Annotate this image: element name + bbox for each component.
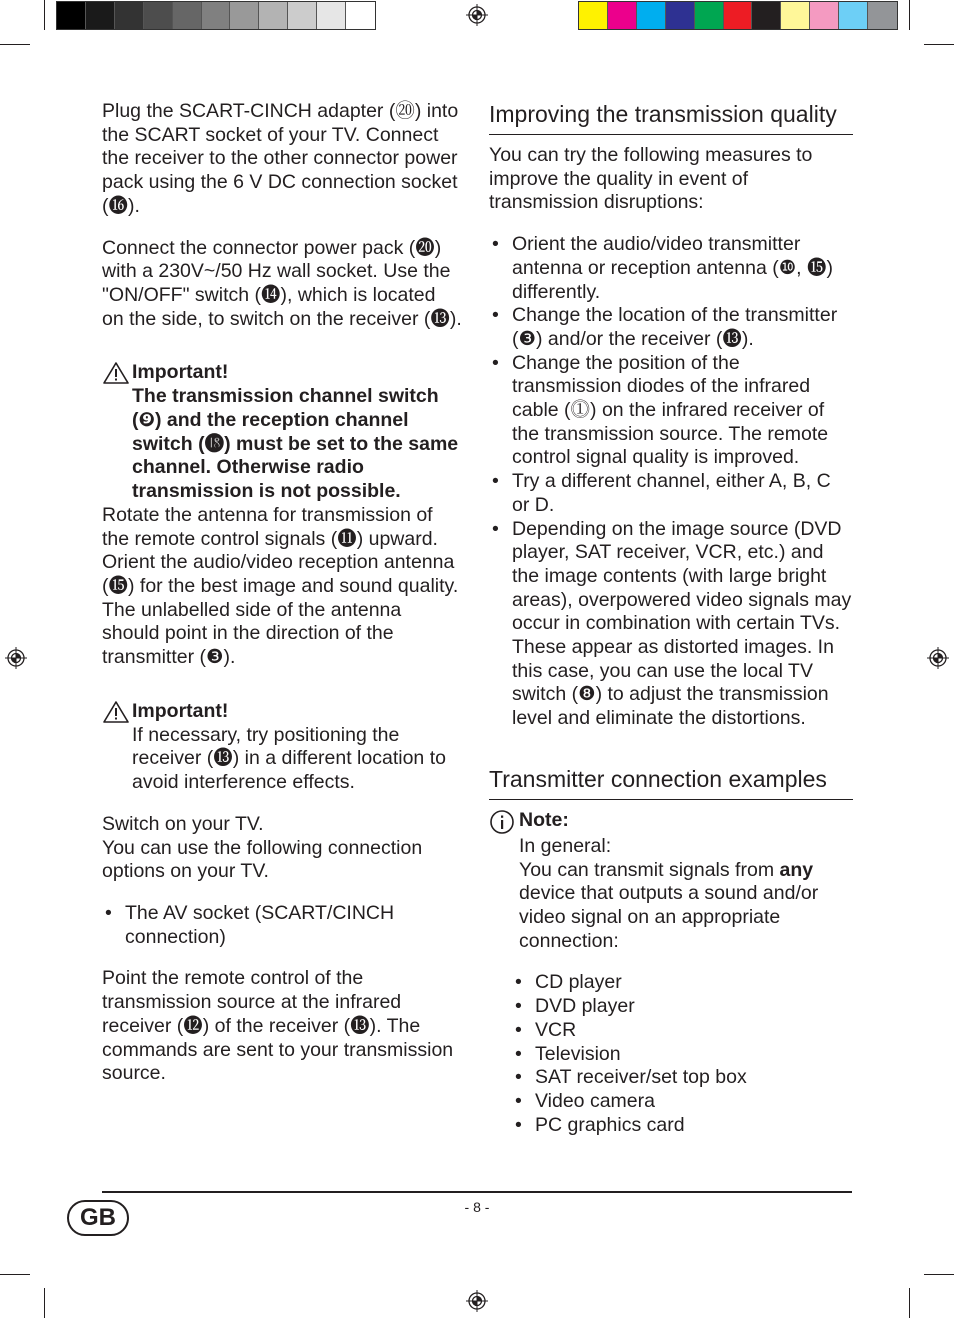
list-item: • SAT receiver/set top box — [512, 1066, 853, 1090]
important-text: If necessary, try positioning the receiver (⓭) in a different location to avoid interference effects. — [132, 723, 446, 794]
list-item: • Try a different channel, either A, B, C or D. — [489, 470, 853, 517]
list-item: • PC graphics card — [512, 1114, 853, 1138]
grayscale-swatch — [230, 2, 259, 29]
process-color-swatch — [579, 2, 608, 29]
measures-list — [489, 233, 853, 731]
list-item: • Change the location of the transmitter (❸) and/or the receiver (⓭). — [489, 304, 853, 351]
list-item: • Video camera — [512, 1090, 853, 1114]
process-color-swatch — [810, 2, 839, 29]
list-item: • Depending on the image source (DVD player, SAT receiver, VCR, etc.) and the image contents (with large bright areas), overpowered video signals may occur in combination with certain TVs. These appear as distorted images. In this case, you can use the local TV switch (❽) to adjust the transmission level and eliminate the distortions. — [489, 518, 853, 731]
paragraph-measures-intro: You can try the following measures to improve the quality in event of transmission disruptions: — [489, 144, 813, 214]
note-title: Note: — [519, 808, 569, 831]
page-number: - 8 - — [464, 1199, 490, 1215]
paragraph-switch-on-tv: Switch on your TV. — [102, 812, 264, 835]
crop-mark — [0, 1274, 30, 1275]
important-text: The transmission channel switch (❾) and the reception channel switch (⓲) must be set to the same channel. Otherwise radio transmission is not possible. — [132, 385, 459, 503]
language-badge: GB — [67, 1200, 129, 1236]
grayscale-swatch — [144, 2, 173, 29]
process-color-swatch — [695, 2, 724, 29]
registration-mark-icon — [466, 4, 488, 26]
crop-mark — [924, 44, 954, 45]
paragraph-antenna: Rotate the antenna for transmission of the remote control signals (⓫) upward. Orient the audio/video reception antenna (⓯) for the best image and sound quality. The unlabelled side of the antenna should point in the direction of the transmitter (❸). — [102, 503, 459, 669]
grayscale-swatch — [86, 2, 115, 29]
footer-rule — [102, 1191, 852, 1193]
process-color-swatch — [724, 2, 753, 29]
grayscale-swatch — [57, 2, 86, 29]
registration-mark-icon — [927, 647, 949, 669]
connection-options-list — [102, 902, 462, 949]
registration-mark-icon — [466, 1290, 488, 1312]
list-item: • Orient the audio/video transmitter antenna or reception antenna (❿, ⓯) differently. — [489, 233, 853, 304]
process-color-swatch — [868, 2, 897, 29]
left-column — [102, 100, 462, 1086]
crop-mark — [924, 1274, 954, 1275]
info-icon — [489, 809, 515, 835]
important-title: Important! — [132, 361, 229, 384]
note-text: You can transmit signals from any device that outputs a sound and/or video signal on an appropriate connection: — [519, 858, 819, 952]
warning-triangle-icon — [102, 361, 130, 385]
process-color-swatch — [839, 2, 868, 29]
process-color-swatch — [752, 2, 781, 29]
registration-mark-icon — [5, 647, 27, 669]
list-item: • Change the position of the transmission diodes of the infrared cable (⓵) on the infrared receiver of the transmission source. The remote control signal quality is improved. — [489, 352, 853, 471]
process-color-bar — [578, 1, 898, 30]
list-item: • CD player — [512, 971, 853, 995]
paragraph-connection-options: You can use the following connection options on your TV. — [102, 836, 423, 883]
process-color-swatch — [608, 2, 637, 29]
crop-mark — [44, 0, 45, 30]
note-box — [489, 809, 853, 1137]
devices-list — [512, 971, 853, 1137]
warning-triangle-icon — [102, 700, 130, 724]
crop-mark — [0, 44, 30, 45]
grayscale-swatch — [317, 2, 346, 29]
grayscale-swatch — [173, 2, 202, 29]
list-item: • DVD player — [512, 995, 853, 1019]
list-item: • Television — [512, 1043, 853, 1067]
section-heading-connection-examples: Transmitter connection examples — [489, 765, 853, 800]
crop-mark — [44, 1288, 45, 1318]
process-color-swatch — [666, 2, 695, 29]
paragraph-remote-control: Point the remote control of the transmission source at the infrared receiver (⓬) of the receiver (⓭). The commands are sent to your transmission source. — [102, 967, 454, 1085]
crop-mark — [909, 0, 910, 30]
list-item: • The AV socket (SCART/CINCH connection) — [102, 902, 462, 949]
section-heading-transmission-quality: Improving the transmission quality — [489, 100, 853, 135]
emphasis-any: any — [779, 858, 814, 881]
paragraph-scart-adapter: Plug the SCART-CINCH adapter (⑳) into the SCART socket of your TV. Connect the receiver to the other connector power pack using the 6 V DC connection socket (⓰). — [102, 100, 459, 217]
important-title: Important! — [132, 699, 229, 722]
grayscale-color-bar — [56, 1, 376, 30]
important-box-channel — [102, 361, 462, 504]
grayscale-swatch — [115, 2, 144, 29]
grayscale-swatch — [346, 2, 375, 29]
grayscale-swatch — [288, 2, 317, 29]
right-column — [489, 100, 853, 1137]
grayscale-swatch — [259, 2, 288, 29]
paragraph-power-pack: Connect the connector power pack (⓴) with a 230V~/50 Hz wall socket. Use the "ON/OFF" switch (⓮), which is located on the side, to switch on the receiver (⓭). — [102, 236, 462, 330]
process-color-swatch — [637, 2, 666, 29]
grayscale-swatch — [202, 2, 231, 29]
crop-mark — [909, 1288, 910, 1318]
important-box-receiver — [102, 700, 462, 795]
note-general: In general: — [519, 834, 612, 857]
process-color-swatch — [781, 2, 810, 29]
list-item: • VCR — [512, 1019, 853, 1043]
